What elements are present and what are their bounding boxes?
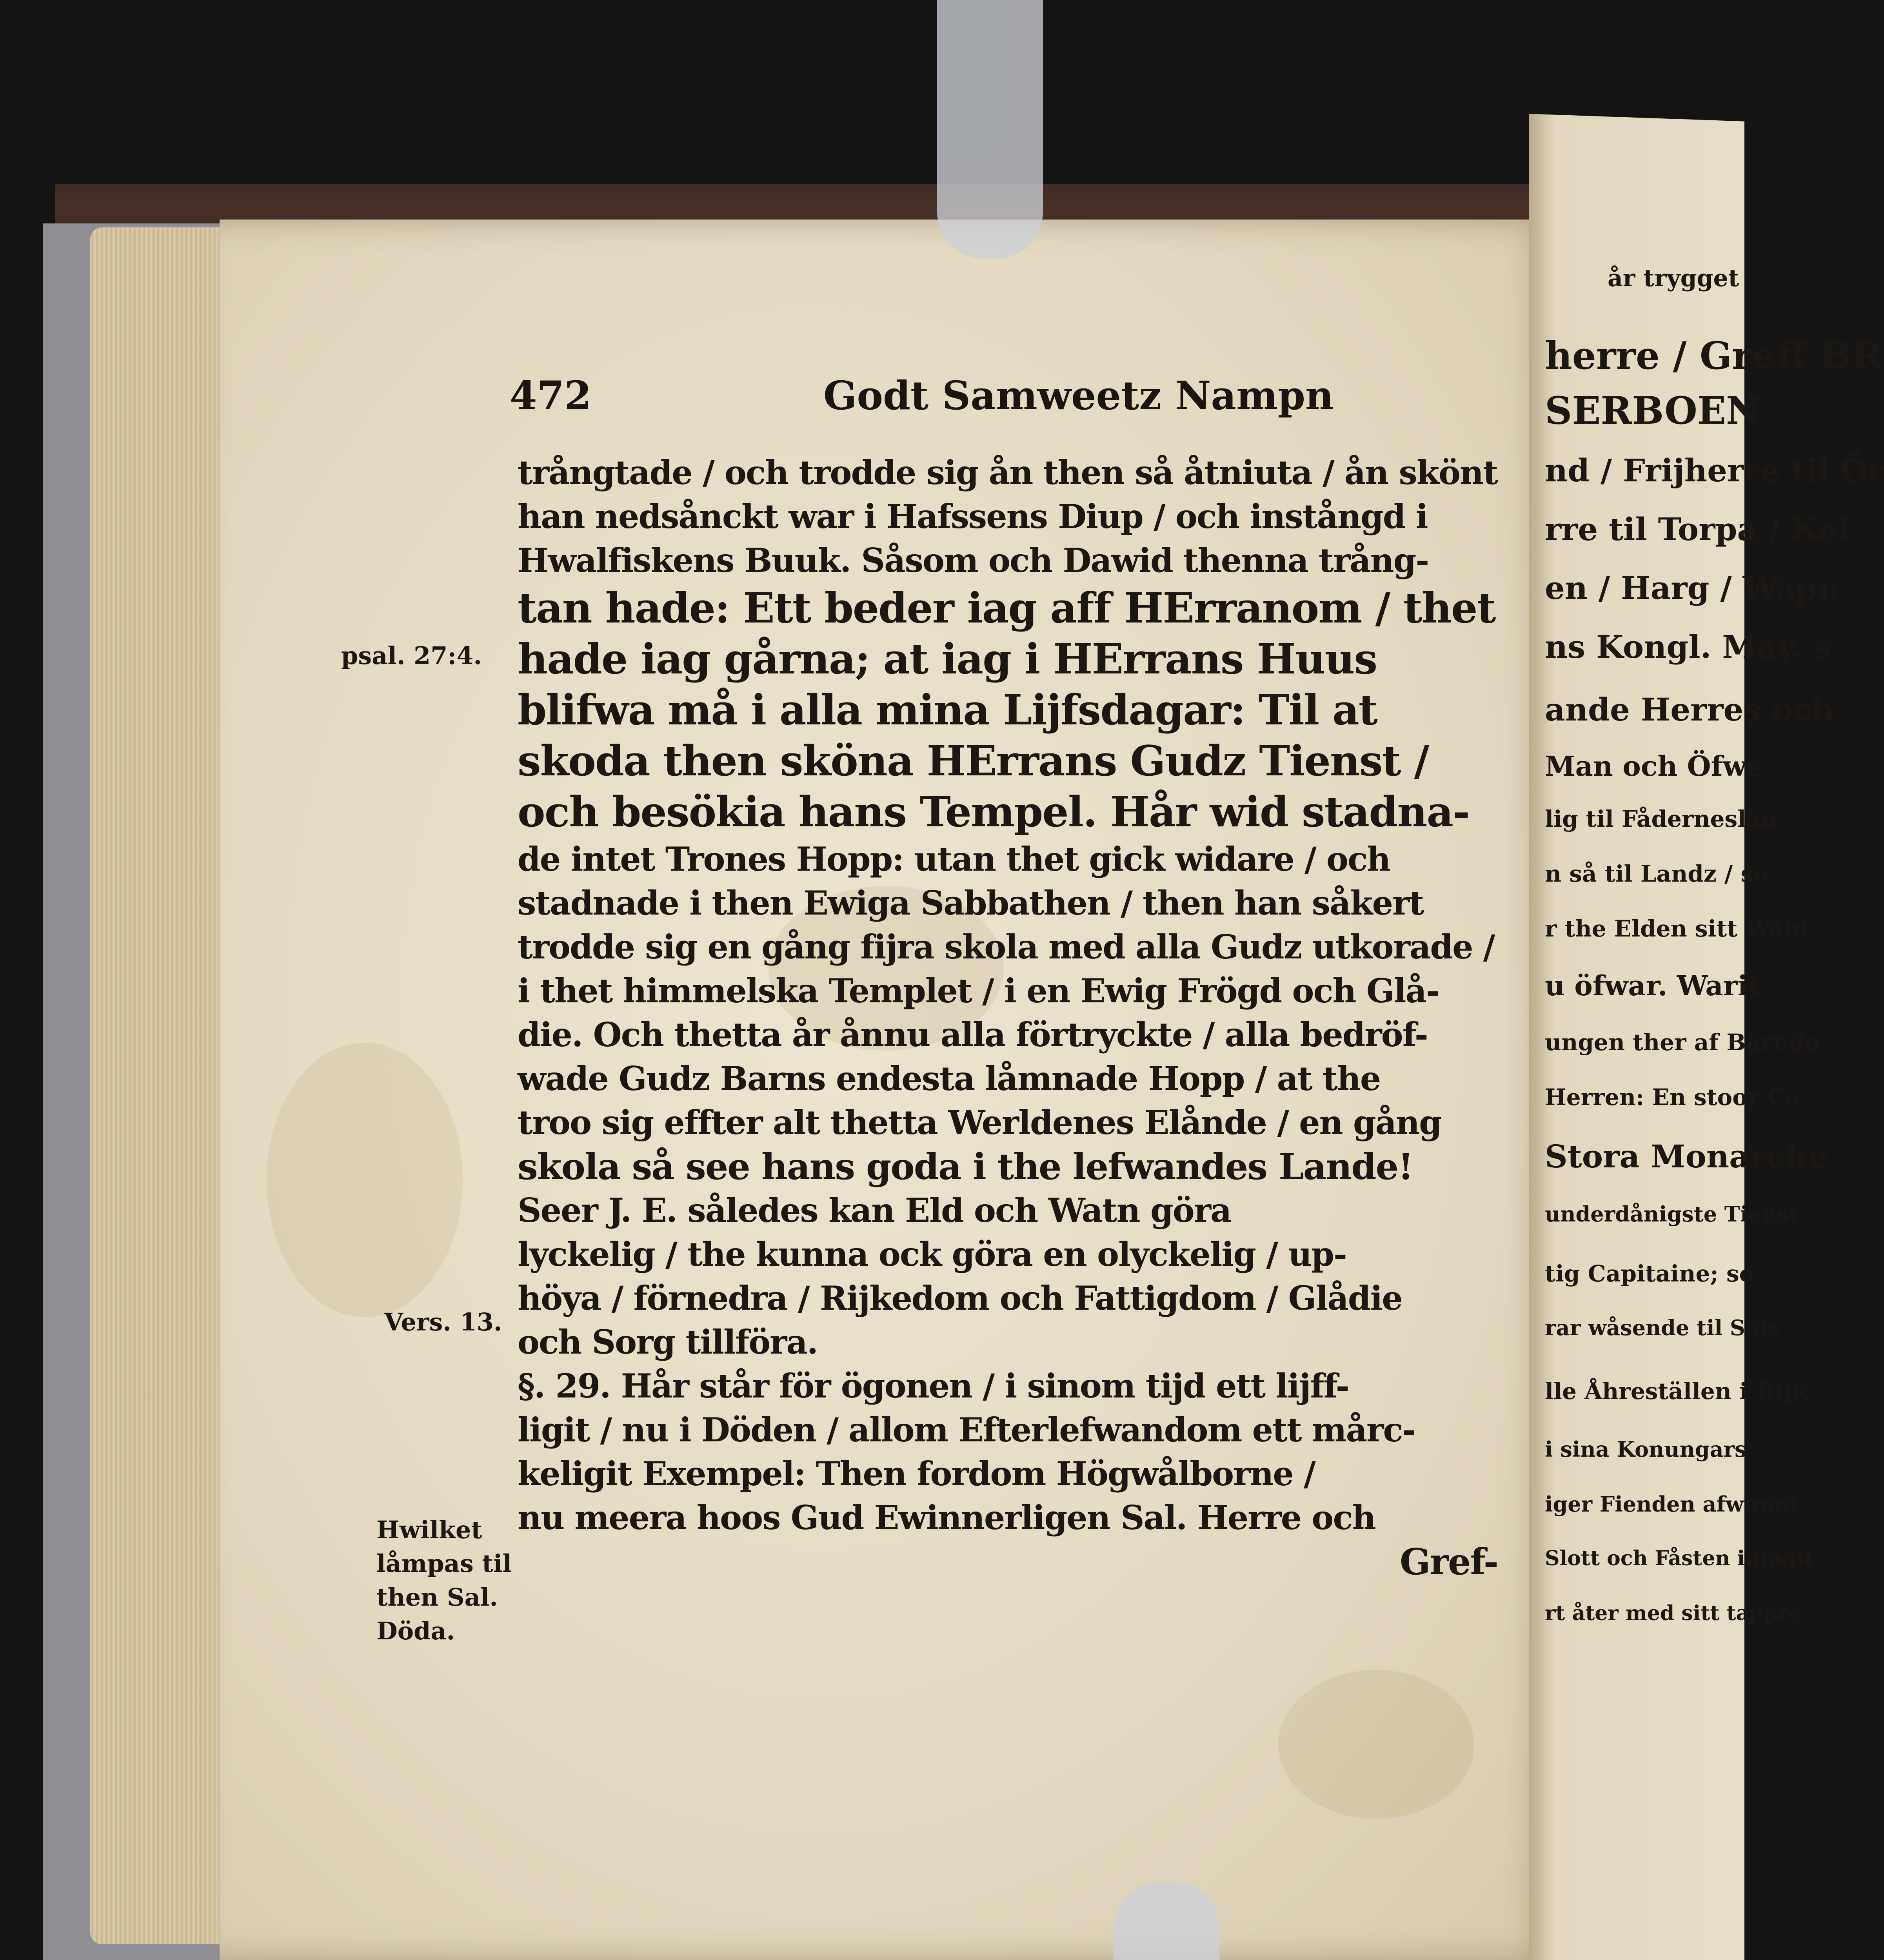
text-line: Seer J. E. således kan Eld och Watn göra	[518, 1191, 1231, 1230]
text-line: höya / förnedra / Rijkedom och Fattigdom / Glådie	[518, 1279, 1402, 1318]
facing-line: Stora Monarche	[1545, 1138, 1828, 1175]
facing-line: lig til Fåderneslan	[1545, 806, 1777, 832]
facing-line: SERBOEN	[1545, 388, 1760, 433]
facing-line: ns Kongl. May. s	[1545, 628, 1831, 665]
text-line: troo sig effter alt thetta Werldenes Elånde / en gång	[518, 1103, 1441, 1142]
text-line: tan hade: Ett beder iag aff HErranom / thet	[518, 583, 1495, 632]
text-line: han nedsånckt war i Hafssens Diup / och instångd i	[518, 497, 1428, 536]
page-header	[510, 372, 1451, 427]
text-line: trångtade / och trodde sig ån then så åtniuta / ån skönt	[518, 453, 1497, 492]
facing-line: n så til Landz / so	[1545, 860, 1769, 887]
facing-page-text	[1529, 118, 1884, 1960]
margin-note-hwilket	[376, 1513, 512, 1648]
facing-line: i sina Konungars	[1545, 1437, 1747, 1462]
margin-note-line: then Sal.	[376, 1583, 498, 1612]
text-line: skola så see hans goda i the lefwandes Lande!	[518, 1145, 1413, 1188]
facing-line: rar wåsende til Siös	[1545, 1315, 1779, 1340]
page-number: 472	[510, 372, 592, 419]
text-line: stadnade i then Ewiga Sabbathen / then han såkert	[518, 884, 1424, 922]
text-line: nu meera hoos Gud Ewinnerligen Sal. Herre och	[518, 1498, 1375, 1537]
text-line: trodde sig en gång fijra skola med alla Gudz utkorade /	[518, 927, 1495, 966]
text-line: de intet Trones Hopp: utan thet gick widare / och	[518, 840, 1390, 878]
margin-note-line: Hwilket	[376, 1515, 483, 1544]
facing-line: u öfwar. Warit	[1545, 969, 1761, 1002]
facing-line: nd / Frijherre til Ör	[1545, 452, 1884, 489]
text-line: skoda then skönа HErrans Gudz Tienst /	[518, 736, 1429, 785]
facing-line: Slott och Fåsten intagit	[1545, 1546, 1814, 1570]
facing-line: tig Capitaine; so	[1545, 1260, 1755, 1287]
text-line: §. 29. Hår står för ögonen / i sinom tijd ett lijff-	[518, 1367, 1349, 1405]
facing-line: ande Herres och	[1545, 691, 1835, 728]
text-line: Hwalfiskens Buuk. Såsom och Dawid thenna trång-	[518, 541, 1429, 580]
facing-line: en / Harg / Wapn	[1545, 570, 1840, 606]
margin-note-line: Döda.	[376, 1617, 455, 1645]
catchword: Gref-	[1399, 1541, 1498, 1583]
facing-line: underdånigste Tienst	[1545, 1201, 1799, 1227]
text-line: och besökia hans Tempel. Hår wid stadna-	[518, 787, 1470, 836]
margin-note-verse: Vers. 13.	[384, 1308, 502, 1336]
facing-line: iger Fienden afwunni	[1545, 1492, 1798, 1517]
facing-line: Herren: En stoor Ca	[1545, 1084, 1800, 1111]
text-line: hade iag gårna; at iag i HErrans Huus	[518, 634, 1377, 683]
facing-line: ungen ther af Barndo	[1545, 1029, 1820, 1056]
text-line: wade Gudz Barns endesta låmnade Hopp / at the	[518, 1059, 1381, 1098]
text-line: die. Och thetta år ånnu alla förtryckte / alla bedröf-	[518, 1015, 1428, 1054]
page-holder-strip-bottom	[1114, 1882, 1219, 1960]
paper-stain	[1278, 1670, 1474, 1819]
facing-line: r the Elden sitt Wåld	[1545, 915, 1808, 942]
body-text	[518, 451, 1498, 1584]
text-line: blifwa må i alla mina Lijfsdagar: Til at	[518, 685, 1377, 734]
facing-line: år trygget	[1608, 265, 1739, 292]
facing-line: rt åter med sitt tappre	[1545, 1601, 1802, 1625]
running-head: Godt Samweetz Nampn	[823, 372, 1334, 419]
margin-note-psalm: psal. 27:4.	[341, 641, 482, 670]
text-line: ligit / nu i Döden / allom Efterlefwandom ett mårc-	[518, 1410, 1415, 1449]
facing-line: herre / Greff BR	[1545, 334, 1883, 378]
text-line: lyckelig / the kunna ock göra en olyckelig / up-	[518, 1235, 1346, 1274]
page-holder-strip-top	[937, 0, 1043, 259]
text-line: i thet himmelska Templet / i en Ewig Frögd och Glå-	[518, 971, 1439, 1010]
text-line: keligit Exempel: Then fordom Högwålborne /	[518, 1454, 1315, 1493]
paper-stain	[267, 1043, 463, 1317]
facing-line: Man och Öfwe	[1545, 750, 1764, 782]
facing-line: rre til Torpa / Kol	[1545, 511, 1850, 548]
text-line: och Sorg tillföra.	[518, 1323, 818, 1361]
margin-note-line: låmpas til	[376, 1549, 512, 1578]
facing-line: lle Åhreställen i Rijk	[1545, 1378, 1808, 1405]
